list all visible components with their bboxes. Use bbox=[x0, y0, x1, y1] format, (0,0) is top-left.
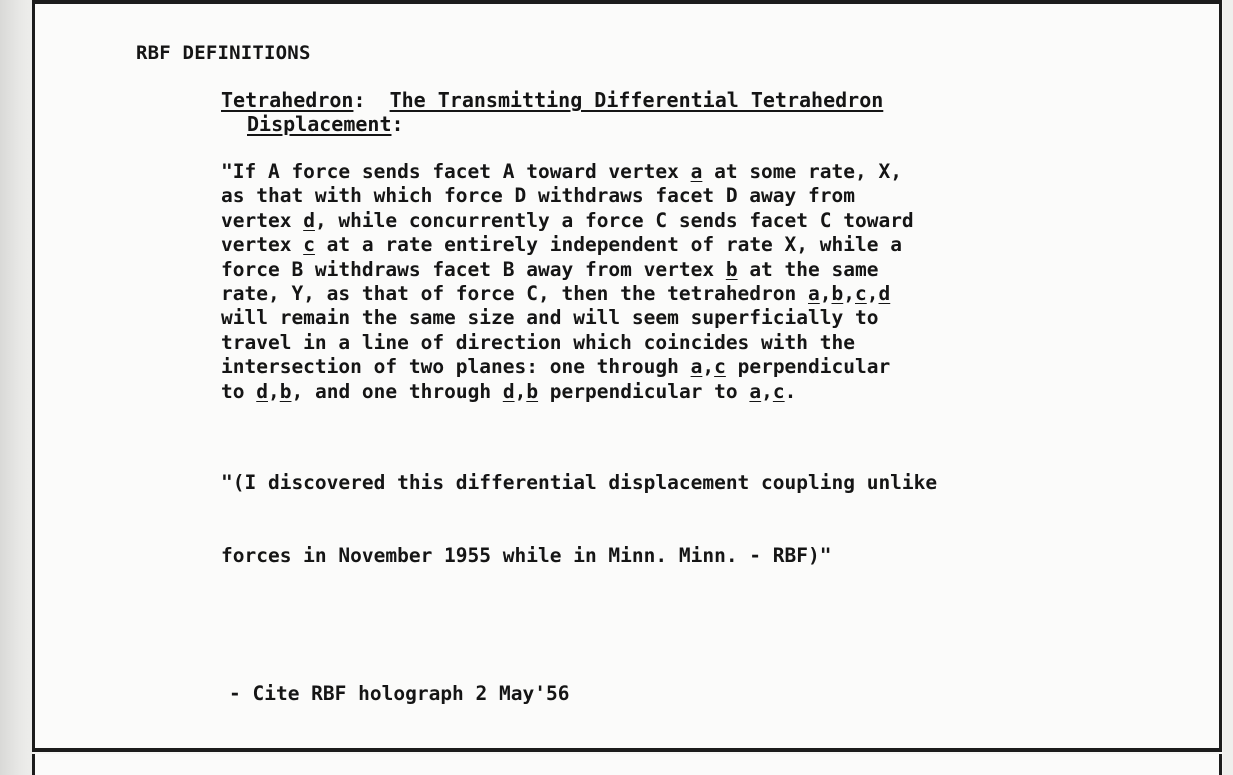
quote-text: , bbox=[267, 379, 280, 403]
vertex-label: d bbox=[303, 208, 315, 232]
entry-term: Tetrahedron bbox=[221, 88, 354, 112]
quote-line bbox=[221, 233, 914, 257]
vertex-label: c bbox=[772, 379, 785, 403]
vertex-label: b bbox=[279, 379, 292, 403]
vertex-label: b bbox=[725, 257, 738, 281]
quote-line bbox=[221, 306, 914, 330]
vertex-label: a bbox=[808, 281, 820, 305]
quote-line bbox=[221, 355, 914, 379]
quote-line bbox=[221, 282, 914, 306]
quote-text: rate, Y, as that of force C, then the tetrahedron bbox=[221, 281, 808, 305]
quote-text: perpendicular to bbox=[538, 379, 750, 403]
quote-line bbox=[221, 184, 914, 208]
quote-text: , bbox=[702, 355, 715, 379]
card-heading: RBF DEFINITIONS bbox=[136, 42, 311, 64]
vertex-label: a bbox=[749, 379, 762, 403]
quote-text: , bbox=[843, 281, 855, 305]
quote-text: to bbox=[221, 379, 257, 403]
vertex-label: b bbox=[526, 379, 539, 403]
vertex-label: c bbox=[303, 233, 315, 257]
vertex-label: d bbox=[502, 379, 515, 403]
quote-text: at some rate, X, bbox=[702, 160, 902, 183]
quote-text: at a rate entirely independent of rate X, while a bbox=[314, 233, 902, 257]
quote-paragraph bbox=[221, 160, 914, 404]
left-margin-strip bbox=[0, 0, 33, 775]
quote-text: . bbox=[784, 379, 797, 403]
quote-text: , bbox=[761, 379, 773, 403]
quote-text: travel in a line of direction which coincides with the bbox=[221, 330, 855, 354]
vertex-label: c bbox=[855, 281, 867, 305]
vertex-label: c bbox=[714, 355, 726, 379]
entry-title bbox=[221, 88, 883, 136]
entry-subtitle-line2-wrap bbox=[221, 112, 883, 136]
quote-text: force B withdraws facet B away from vertex bbox=[221, 257, 726, 281]
entry-term-colon: : bbox=[353, 88, 366, 112]
vertex-label: d bbox=[256, 379, 268, 403]
quote-text: "If A force sends facet A toward vertex bbox=[221, 160, 691, 183]
vertex-label: d bbox=[878, 281, 891, 305]
right-margin-strip bbox=[1223, 0, 1233, 775]
quote-text: , and one through bbox=[291, 379, 503, 403]
note-line: "(I discovered this differential displacement coupling unlike bbox=[221, 470, 938, 494]
quote-text: , bbox=[819, 281, 832, 305]
entry-subtitle-colon: : bbox=[391, 112, 404, 136]
note-line: forces in November 1955 while in Minn. Minn. - RBF)" bbox=[221, 544, 832, 568]
note-paragraph bbox=[221, 422, 937, 617]
citation: - Cite RBF holograph 2 May'56 bbox=[229, 682, 570, 705]
quote-text: , while concurrently a force C sends facet C toward bbox=[314, 208, 914, 232]
quote-line bbox=[221, 331, 914, 355]
vertex-label: a bbox=[690, 160, 703, 183]
quote-line bbox=[221, 258, 914, 282]
quote-line bbox=[221, 209, 914, 233]
entry-subtitle-line1: The Transmitting Differential Tetrahedron bbox=[389, 88, 884, 112]
quote-line bbox=[221, 380, 914, 404]
quote-text: , bbox=[866, 281, 879, 305]
quote-line bbox=[221, 160, 914, 184]
quote-text: as that with which force D withdraws facet D away from bbox=[221, 184, 855, 208]
vertex-label: b bbox=[831, 281, 844, 305]
next-card-edge bbox=[32, 754, 1222, 775]
quote-text: will remain the same size and will seem superficially to bbox=[221, 306, 879, 330]
entry-subtitle-line2: Displacement bbox=[247, 112, 392, 136]
quote-text: intersection of two planes: one through bbox=[221, 355, 691, 379]
quote-text: , bbox=[514, 379, 527, 403]
quote-text: vertex bbox=[221, 233, 304, 257]
vertex-label: a bbox=[690, 355, 703, 379]
quote-text: vertex bbox=[221, 208, 304, 232]
quote-text: at the same bbox=[737, 257, 879, 281]
quote-text: perpendicular bbox=[725, 355, 891, 379]
